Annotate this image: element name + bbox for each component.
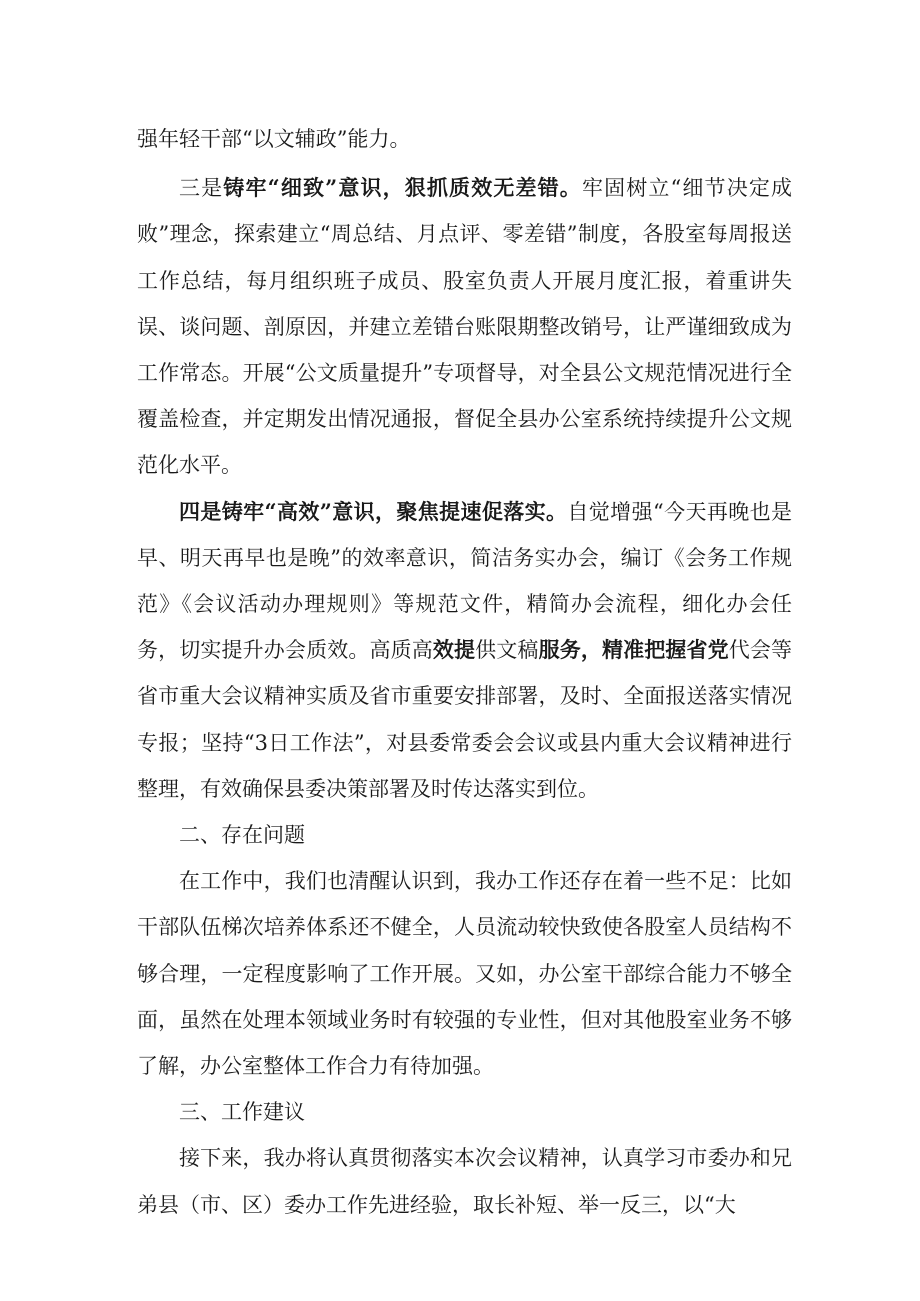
paragraph-problems (137, 858, 792, 1089)
paragraph-text: 在工作中，我们也清醒认识到，我办工作还存在着一些不足：比如干部队伍梯次培养体系还不健全，人员流动较快致使各股室人员结构不够合理，一定程度影响了工作开展。又如，办公室干部综合能力不够全面，虽然在处理本领域业务时有较强的专业性，但对其他股室业务不够了解，办公室整体工作合力有待加强。 (137, 869, 792, 1079)
section-heading-problems (137, 812, 792, 858)
paragraph-text: 强年轻干部“以文辅政”能力。 (137, 127, 411, 151)
paragraph-text: 牢固树立“细节决定成败”理念，探索建立“周总结、月点评、零差错”制度，各股室每周报送工作总结，每月组织班子成员、股室负责人开展月度汇报，着重讲失误、谈问题、剖原因，并建立差错台账限期整改销号，让严谨细致成为工作常态。开展“公文质量提升”专项督导，对全县公文规范情况进行全覆盖检查，并定期发出情况通报，督促全县办公室系统持续提升公文规范化水平。 (137, 176, 792, 478)
section-heading-suggestions (137, 1089, 792, 1135)
paragraph-text: 自觉增强“今天再晚也是早、明天再早也是晚”的效率意识，简洁务实办会，编订《会务工作规范》《会议活动办理规则》等规范文件，精简办会流程，细化办会任务，切实提升办会质效。高质高 (137, 499, 792, 663)
paragraph-point-four (137, 489, 792, 812)
paragraph-point-three (137, 165, 792, 488)
paragraph-bold-heading: 四是铸牢“高效”意识，聚焦提速促落实。 (179, 498, 568, 524)
paragraph-text: 代会等省市重大会议精神实质及省市重要安排部署，及时、全面报送落实情况专报；坚持“3日工作法”，对县委常委会会议或县内重大会议精神进行整理，有效确保县委决策部署及时传达落实到位。 (137, 638, 793, 801)
heading-text: 三、工作建议 (179, 1100, 305, 1125)
paragraph-bold-heading: 铸牢“细致”意识，狠抓质效无差错。 (223, 175, 582, 201)
document-body (137, 116, 792, 1228)
paragraph-continuation (137, 116, 792, 162)
paragraph-text: 接下来，我办将认真贯彻落实本次会议精神，认真学习市委办和兄弟县（市、区）委办工作先进经验，取长补短、举一反三，以“大 (137, 1146, 792, 1217)
paragraph-bold-fragment: 服务，精准把握省党 (538, 637, 729, 663)
paragraph-text: 供文稿 (475, 638, 539, 663)
heading-text: 二、存在问题 (179, 823, 305, 848)
paragraph-suggestions (137, 1135, 792, 1227)
paragraph-lead: 三是 (179, 176, 224, 201)
paragraph-bold-fragment: 效提 (432, 637, 476, 663)
